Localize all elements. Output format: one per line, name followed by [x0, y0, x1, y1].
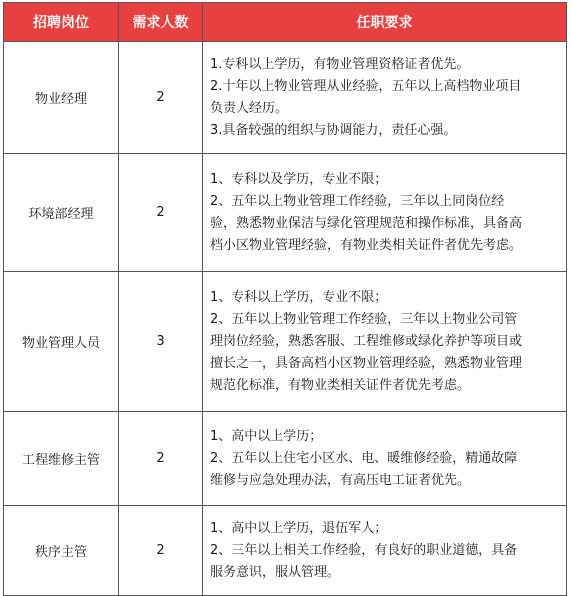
requirements-cell [203, 42, 567, 154]
requirement-line: 擅长之一，具备高档小区物业管理经验，熟悉物业管理 [210, 355, 523, 371]
requirement-line: 1、高中以上学历，退伍军人； [210, 520, 388, 536]
header-count: 需求人数 [119, 3, 203, 42]
requirement-line: 2、五年以上住宅小区水、电、暖维修经验，精通故障 [210, 450, 518, 466]
count-cell: 2 [119, 154, 203, 272]
table-header-row [4, 3, 567, 42]
count-cell: 2 [119, 42, 203, 154]
header-position: 招聘岗位 [4, 3, 119, 42]
header-requirements: 任职要求 [203, 3, 567, 42]
requirements-cell [203, 506, 567, 596]
table-row [4, 272, 567, 412]
requirement-line: 1、高中以上学历； [210, 428, 323, 444]
table-row [4, 506, 567, 596]
requirements-cell [203, 154, 567, 272]
position-cell: 环境部经理 [4, 154, 119, 272]
requirement-line: 3.具备较强的组织与协调能力，责任心强。 [210, 122, 457, 138]
requirement-line: 负责人经历。 [210, 100, 289, 116]
table-row [4, 154, 567, 272]
count-cell: 3 [119, 272, 203, 412]
requirement-line: 规范化标准，有物业类相关证件者优先考虑。 [210, 377, 471, 393]
requirement-line: 2.十年以上物业管理从业经验，五年以上高档物业项目 [210, 78, 522, 94]
table-row [4, 412, 567, 506]
requirement-line: 2、三年以上相关工作经验，有良好的职业道德，具备 [210, 542, 518, 558]
requirement-line: 1.专科以上学历，有物业管理资格证者优先。 [210, 56, 470, 72]
requirements-cell [203, 272, 567, 412]
requirement-line: 服务意识，服从管理。 [210, 564, 341, 580]
table-row [4, 42, 567, 154]
position-cell: 物业管理人员 [4, 272, 119, 412]
requirement-line: 理岗位经验，熟悉客服、工程维修或绿化养护等项目或 [210, 333, 523, 349]
requirement-line: 2、五年以上物业管理工作经验，三年以上物业公司管 [210, 311, 518, 327]
count-cell: 2 [119, 506, 203, 596]
position-cell: 工程维修主管 [4, 412, 119, 506]
requirements-cell [203, 412, 567, 506]
requirement-line: 维修与应急处理办法，有高压电工证者优先。 [210, 472, 471, 488]
count-cell: 2 [119, 412, 203, 506]
requirement-line: 1、专科以及学历，专业不限； [210, 171, 388, 187]
position-cell: 物业经理 [4, 42, 119, 154]
requirement-line: 档小区物业管理经验，有物业类相关证件者优先考虑。 [210, 237, 523, 253]
requirement-line: 2、五年以上物业管理工作经验，三年以上同岗位经 [210, 193, 505, 209]
position-cell: 秩序主管 [4, 506, 119, 596]
requirement-line: 1、专科以上学历，专业不限； [210, 289, 388, 305]
recruitment-table [3, 2, 567, 596]
requirement-line: 验，熟悉物业保洁与绿化管理规范和操作标准，具备高 [210, 215, 523, 231]
